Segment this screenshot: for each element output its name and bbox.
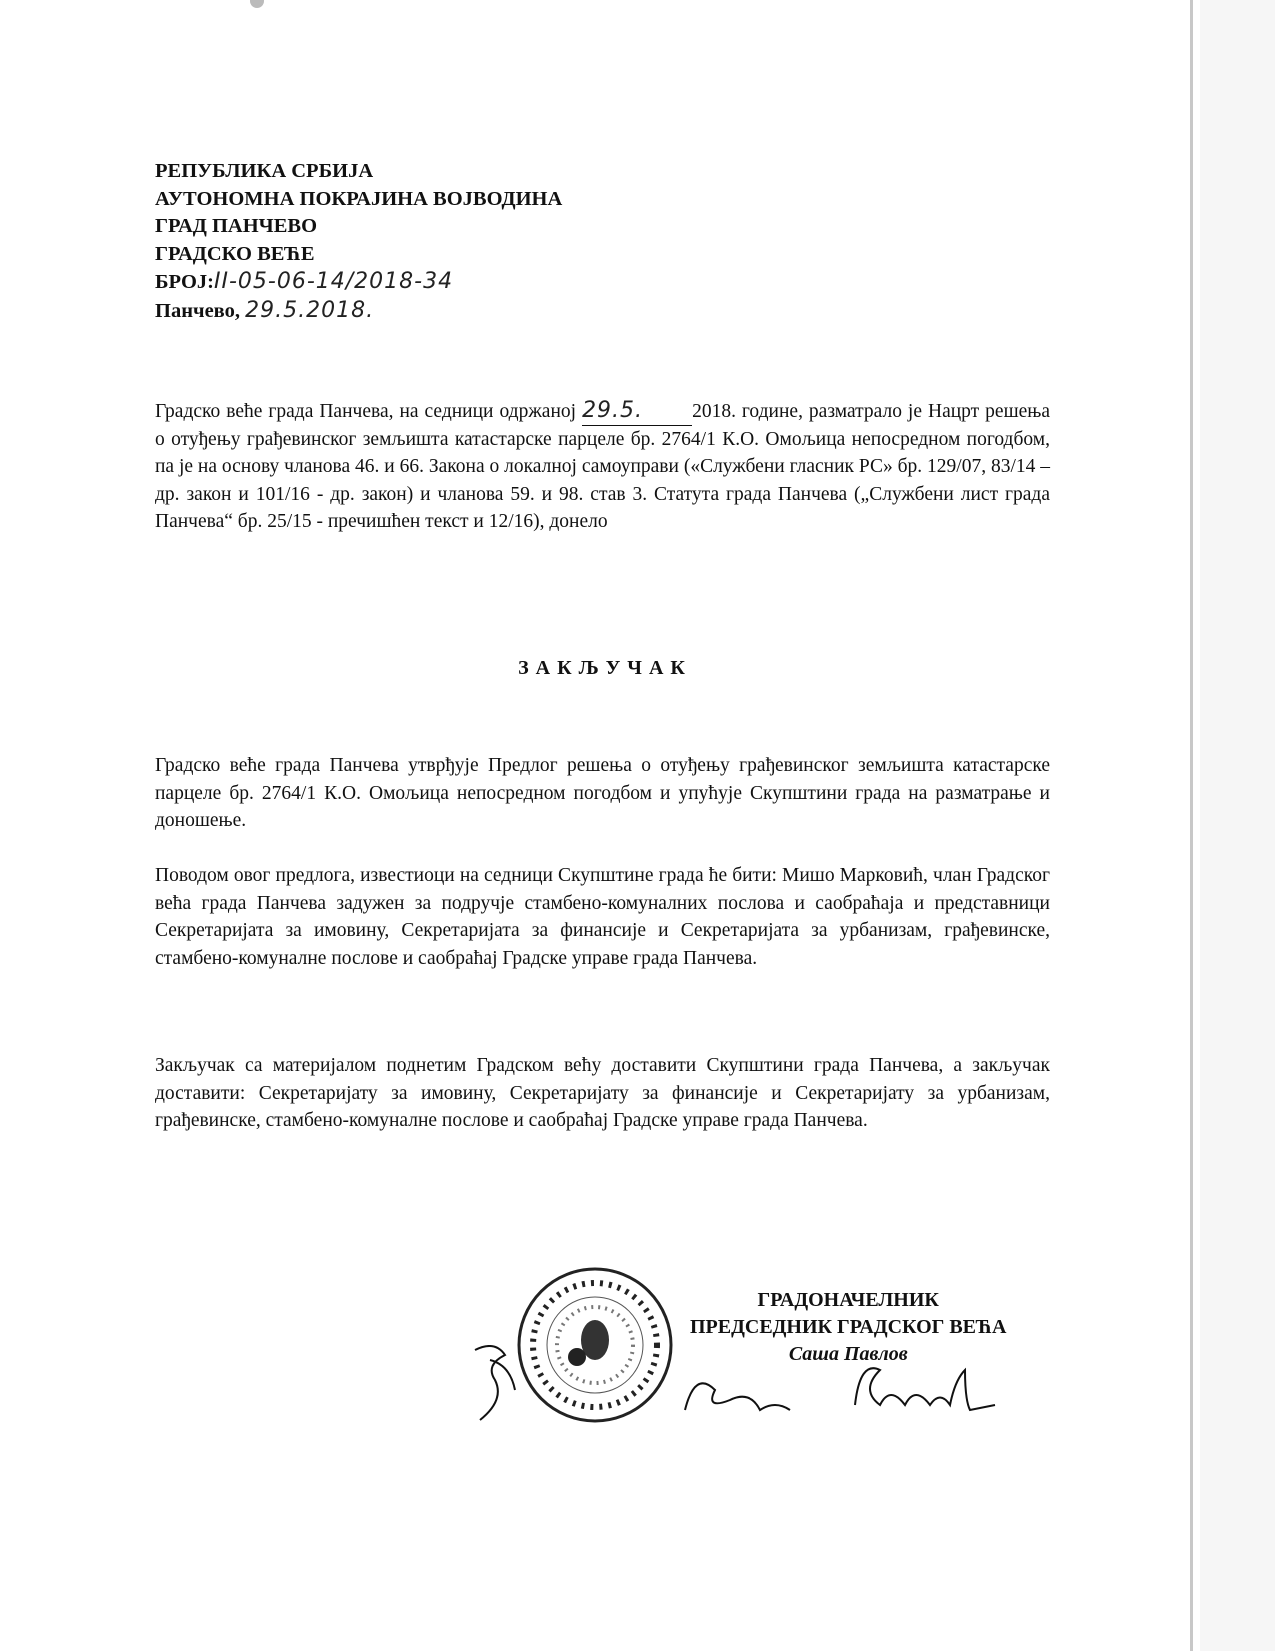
intro-text-1: Градско веће града Панчева, на седници одржаној [155,401,583,422]
place-label: Панчево, [155,299,240,322]
document-date [155,297,562,326]
handwritten-signatures [470,1345,1030,1425]
conclusion-paragraph-1: Градско веће града Панчева утврђује Предлог решења о отуђењу грађевинског земљишта катастарске парцеле бр. 2764/1 К.О. Омољица непосредном погодбом и упућује Скупштини града на разматрање и доношење. [155,755,1050,831]
session-date-handwritten: 29.5. [582,397,692,426]
letterhead-city: ГРАД ПАНЧЕВО [155,215,318,237]
date-handwritten: 29.5.2018. [245,297,375,323]
intro-paragraph [155,397,1050,536]
document-title: ЗАКЉУЧАК [518,657,692,679]
signature-title-mayor: ГРАДОНАЧЕЛНИК [757,1289,939,1311]
signatory-name: Саша Павлов [788,1343,908,1365]
document-number [155,268,562,297]
scan-margin [1200,0,1275,1651]
scan-edge-line [1190,0,1193,1651]
intro-text-2: 2018. године, разматрало је Нацрт решења о отуђењу грађевинског земљишта катастарске парцеле бр. 2764/1 К.О. Омољица непосредном погодбом, па је на основу чланова 46. и 66. Закона о локалној самоуправи («Службени гласник РС» бр. 129/07, 83/14 – др. закон и 101/16 - др. закон) и чланова 59. и 98. став 3. Статута града Панчева („Службени лист града Панчева“ бр. 25/15 - пречишћен текст и 12/16), донело [155,401,1050,532]
number-handwritten: II-05-06-14/2018-34 [213,269,454,294]
signature-title-president: ПРЕДСЕДНИК ГРАДСКОГ ВЕЋА [690,1316,1007,1338]
scan-mark [250,0,264,8]
number-label: БРОЈ: [155,271,214,293]
letterhead-province: АУТОНОМНА ПОКРАЈИНА ВОЈВОДИНА [155,187,563,210]
letterhead-council: ГРАДСКО ВЕЋЕ [155,242,315,265]
letterhead-country: РЕПУБЛИКА СРБИЈА [155,160,374,182]
conclusion-paragraph-2: Поводом овог предлога, известиоци на седници Скупштине града ће бити: Мишо Марковић, члан Градског већа града Панчева задужен за подручје стамбено-комуналних послова и саобраћаја и представници Секретаријата за имовину, Секретаријата за финансије и Секретаријата за урбанизам, грађевинске, стамбено-комуналне послове и саобраћај Градске управе града Панчева. [155,865,1050,969]
conclusion-paragraph-3: Закључак са материјалом поднетим Градском већу доставити Скупштини града Панчева, а закључак доставити: Секретаријату за имовину, Секретаријату за финансије и Секретаријату за урбанизам, грађевинске, стамбено-комуналне послове и саобраћај Градске управе града Панчева. [155,1055,1050,1131]
letterhead [155,158,562,325]
